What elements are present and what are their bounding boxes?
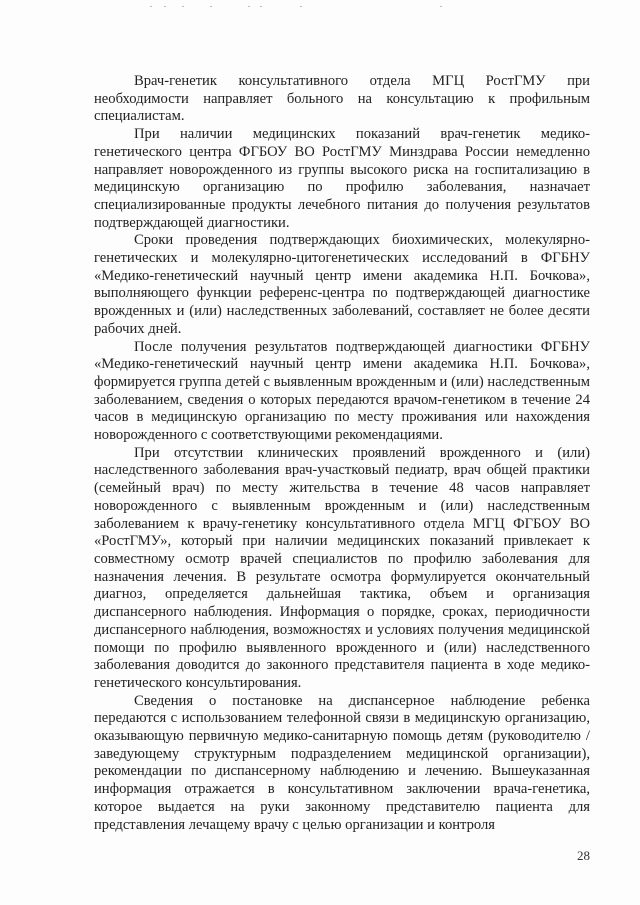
paragraph-dispensary-info: Сведения о постановке на диспансерное наблюдение ребенка передаются с использованием телефонной связи в медицинскую организацию, оказывающую первичную медико-санитарную помощь детям (руководителю / заведующему структурным подразделением медицинской организации), рекомендации по диспансерному наблюдению и лечению. Вышеуказанная информация отражается в консультативном заключении врача-генетика, которое выдается на руки законному представителю пациента для представления лечащему врачу с целью организации и контроля [94, 692, 590, 833]
page-number: 28 [577, 848, 590, 863]
scan-artifacts [150, 6, 450, 12]
paragraph-no-symptoms: При отсутствии клинических проявлений врожденного и (или) наследственного заболевания врач-участковый педиатр, врач общей практики (семейный врач) по месту жительства в течение 48 часов направляет новорожденного с выявленным врожденным и (или) наследственным заболеванием к врачу-генетику консультативного отдела МГЦ ФГБОУ ВО «РостГМУ», который при наличии медицинских показаний привлекает к совместному осмотр врачей специалистов по профилю заболевания для назначения лечения. В результате осмотра формулируется окончательный диагноз, определяется дальнейшая тактика, объем и организация диспансерного наблюдения. Информация о порядке, сроках, периодичности диспансерного наблюдения, возможностях и условиях получения медицинской помощи по профилю выявленного врожденного и (или) наследственного заболевания доводится до законного представителя пациента в ходе медико-генетического консультирования. [94, 444, 590, 691]
paragraph-hospitalization: При наличии медицинских показаний врач-генетик медико-генетического центра ФГБОУ ВО РостГМУ Минздрава России немедленно направляет новорожденного из группы высокого риска на госпитализацию в медицинскую организацию по профилю заболевания, назначает специализированные продукты лечебного питания до получения результатов подтверждающей диагностики. [94, 126, 590, 231]
paragraph-testing-deadlines: Сроки проведения подтверждающих биохимических, молекулярно-генетических и молекулярно-цитогенетических исследований в ФГБНУ «Медико-генетический научный центр имени академика Н.П. Бочкова», выполняющего функции референс-центра по подтверждающей диагностике врожденных и (или) наследственных заболеваний, составляет не более десяти рабочих дней. [94, 232, 590, 337]
paragraph-group-formation: После получения результатов подтверждающей диагностики ФГБНУ «Медико-генетический научный центр имени академика Н.П. Бочкова», формируется группа детей с выявленным врожденным и (или) наследственным заболеванием, сведения о которых передаются врачом-генетиком в течение 24 часов в медицинскую организацию по месту проживания или нахождения новорожденного с соответствующими рекомендациями. [94, 338, 590, 444]
document-body [94, 73, 590, 834]
paragraph-referral: Врач-генетик консультативного отдела МГЦ РостГМУ при необходимости направляет больного на консультацию к профильным специалистам. [94, 73, 590, 125]
